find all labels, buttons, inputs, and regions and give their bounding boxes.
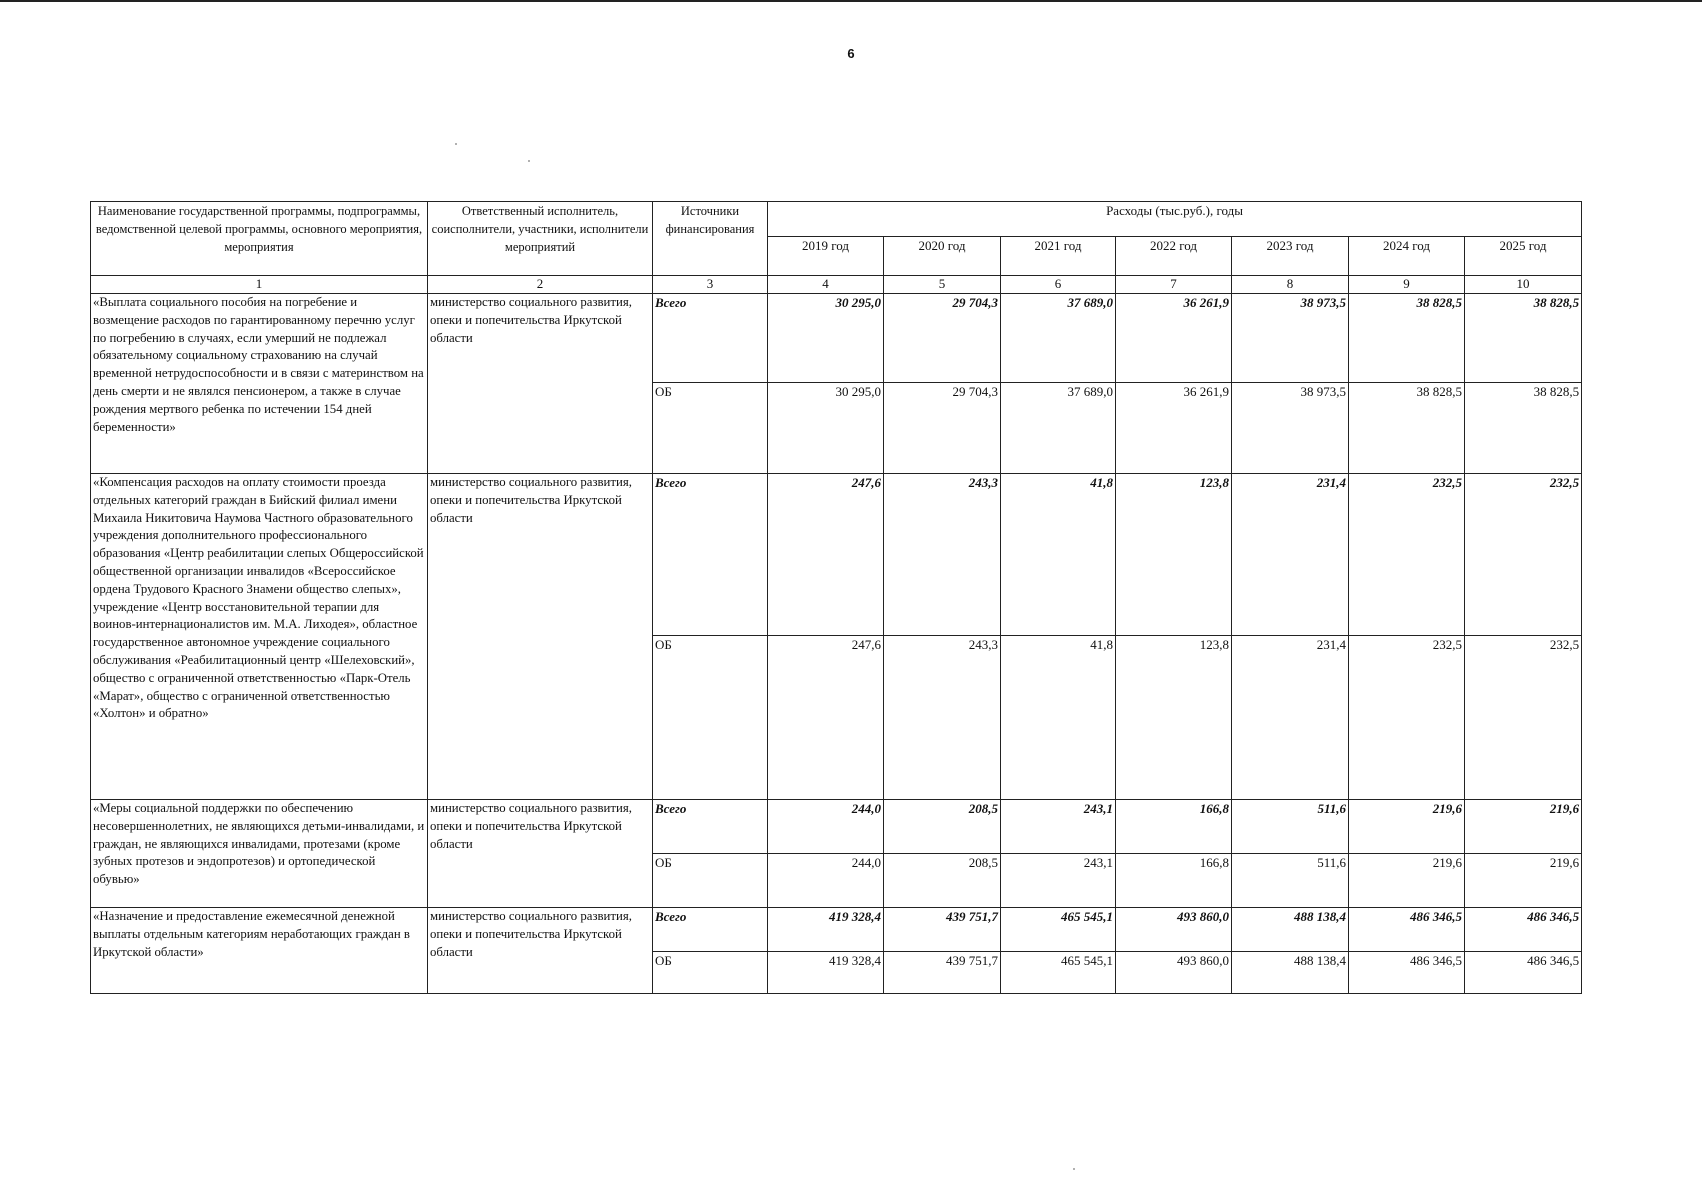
- total-value: 247,6: [768, 474, 884, 636]
- header-year: 2024 год: [1349, 237, 1465, 276]
- total-value: 208,5: [884, 800, 1001, 854]
- total-value: 29 704,3: [884, 294, 1001, 383]
- source-ob-label: ОБ: [653, 383, 768, 474]
- measure-name: «Меры социальной поддержки по обеспечению несовершеннолетних, не являющихся детьми-инвалидами, и граждан, не являющихся инвалидами, протезами (кроме зубных протезов и эндопротезов) и ортопедической обувью»: [91, 800, 428, 908]
- ob-value: 493 860,0: [1116, 952, 1232, 994]
- ob-value: 30 295,0: [768, 383, 884, 474]
- scan-speck: [455, 143, 457, 145]
- total-value: 38 828,5: [1465, 294, 1582, 383]
- column-number: 8: [1232, 276, 1349, 294]
- column-number: 2: [428, 276, 653, 294]
- column-number: 1: [91, 276, 428, 294]
- ob-value: 232,5: [1465, 636, 1582, 800]
- total-value: 36 261,9: [1116, 294, 1232, 383]
- ob-value: 38 828,5: [1465, 383, 1582, 474]
- source-ob-label: ОБ: [653, 636, 768, 800]
- ob-value: 511,6: [1232, 854, 1349, 908]
- ob-value: 419 328,4: [768, 952, 884, 994]
- total-value: 219,6: [1465, 800, 1582, 854]
- total-value: 439 751,7: [884, 908, 1001, 952]
- total-value: 419 328,4: [768, 908, 884, 952]
- ob-value: 37 689,0: [1001, 383, 1116, 474]
- header-year: 2025 год: [1465, 237, 1582, 276]
- responsible-executor: министерство социального развития, опеки и попечительства Иркутской области: [428, 908, 653, 994]
- header-expenses: Расходы (тыс.руб.), годы: [768, 202, 1582, 237]
- header-year: 2020 год: [884, 237, 1001, 276]
- total-value: 38 828,5: [1349, 294, 1465, 383]
- ob-value: 439 751,7: [884, 952, 1001, 994]
- ob-value: 166,8: [1116, 854, 1232, 908]
- ob-value: 486 346,5: [1349, 952, 1465, 994]
- responsible-executor: министерство социального развития, опеки и попечительства Иркутской области: [428, 800, 653, 908]
- total-value: 243,1: [1001, 800, 1116, 854]
- table-row-total: [91, 800, 1582, 854]
- ob-value: 247,6: [768, 636, 884, 800]
- ob-value: 231,4: [1232, 636, 1349, 800]
- measure-name: «Назначение и предоставление ежемесячной денежной выплаты отдельным категориям неработающих граждан в Иркутской области»: [91, 908, 428, 994]
- total-value: 30 295,0: [768, 294, 884, 383]
- header-year: 2021 год: [1001, 237, 1116, 276]
- header-name: Наименование государственной программы, подпрограммы, ведомственной целевой программы, основного мероприятия, мероприятия: [91, 202, 428, 276]
- total-value: 41,8: [1001, 474, 1116, 636]
- header-year: 2019 год: [768, 237, 884, 276]
- source-ob-label: ОБ: [653, 854, 768, 908]
- ob-value: 29 704,3: [884, 383, 1001, 474]
- source-total-label: Всего: [653, 474, 768, 636]
- column-number: 6: [1001, 276, 1116, 294]
- total-value: 166,8: [1116, 800, 1232, 854]
- table-row-total: [91, 474, 1582, 636]
- total-value: 219,6: [1349, 800, 1465, 854]
- ob-value: 219,6: [1349, 854, 1465, 908]
- column-number: 5: [884, 276, 1001, 294]
- ob-value: 38 973,5: [1232, 383, 1349, 474]
- total-value: 493 860,0: [1116, 908, 1232, 952]
- total-value: 123,8: [1116, 474, 1232, 636]
- ob-value: 41,8: [1001, 636, 1116, 800]
- table-row-total: [91, 294, 1582, 383]
- total-value: 244,0: [768, 800, 884, 854]
- column-number: 3: [653, 276, 768, 294]
- column-number: 4: [768, 276, 884, 294]
- header-year: 2023 год: [1232, 237, 1349, 276]
- page-number: 6: [847, 46, 855, 61]
- budget-table: [90, 201, 1582, 994]
- total-value: 232,5: [1465, 474, 1582, 636]
- total-value: 37 689,0: [1001, 294, 1116, 383]
- total-value: 231,4: [1232, 474, 1349, 636]
- ob-value: 219,6: [1465, 854, 1582, 908]
- measure-name: «Компенсация расходов на оплату стоимости проезда отдельных категорий граждан в Бийский филиал имени Михаила Никитовича Наумова Частного образовательного учреждения дополнительного профессионального образования «Центр реабилитации слепых Общероссийской общественной организации инвалидов «Всероссийское ордена Трудового Красного Знамени общество слепых», учреждение «Центр восстановительной терапии для воинов-интернационалистов им. М.А. Лиходея», областное государственное автономное учреждение социального обслуживания «Реабилитационный центр «Шелеховский», общество с ограниченной ответственностью «Парк-Отель «Марат», общество с ограниченной ответственностью «Холтон» и обратно»: [91, 474, 428, 800]
- ob-value: 243,3: [884, 636, 1001, 800]
- source-total-label: Всего: [653, 800, 768, 854]
- measure-name: «Выплата социального пособия на погребение и возмещение расходов по гарантированному перечню услуг по погребению в случаях, если умерший не подлежал обязательному социальному страхованию на случай временной нетрудоспособности и в связи с материнством на день смерти и не являлся пенсионером, а также в случае рождения мертвого ребенка по истечении 154 дней беременности»: [91, 294, 428, 474]
- ob-value: 488 138,4: [1232, 952, 1349, 994]
- ob-value: 232,5: [1349, 636, 1465, 800]
- total-value: 465 545,1: [1001, 908, 1116, 952]
- source-ob-label: ОБ: [653, 952, 768, 994]
- ob-value: 123,8: [1116, 636, 1232, 800]
- column-number: 10: [1465, 276, 1582, 294]
- header-year: 2022 год: [1116, 237, 1232, 276]
- ob-value: 36 261,9: [1116, 383, 1232, 474]
- source-total-label: Всего: [653, 294, 768, 383]
- responsible-executor: министерство социального развития, опеки и попечительства Иркутской области: [428, 474, 653, 800]
- ob-value: 38 828,5: [1349, 383, 1465, 474]
- total-value: 488 138,4: [1232, 908, 1349, 952]
- column-number-row: [91, 276, 1582, 294]
- column-number: 9: [1349, 276, 1465, 294]
- total-value: 232,5: [1349, 474, 1465, 636]
- table-row-total: [91, 908, 1582, 952]
- total-value: 486 346,5: [1349, 908, 1465, 952]
- total-value: 243,3: [884, 474, 1001, 636]
- total-value: 486 346,5: [1465, 908, 1582, 952]
- source-total-label: Всего: [653, 908, 768, 952]
- column-number: 7: [1116, 276, 1232, 294]
- scan-speck: [1073, 1168, 1075, 1170]
- scan-top-edge: [0, 0, 1702, 2]
- scan-speck: [528, 160, 530, 162]
- ob-value: 465 545,1: [1001, 952, 1116, 994]
- header-row: [91, 202, 1582, 237]
- header-executor: Ответственный исполнитель, соисполнители, участники, исполнители мероприятий: [428, 202, 653, 276]
- total-value: 38 973,5: [1232, 294, 1349, 383]
- header-sources: Источники финансирования: [653, 202, 768, 276]
- ob-value: 208,5: [884, 854, 1001, 908]
- ob-value: 244,0: [768, 854, 884, 908]
- ob-value: 486 346,5: [1465, 952, 1582, 994]
- responsible-executor: министерство социального развития, опеки и попечительства Иркутской области: [428, 294, 653, 474]
- ob-value: 243,1: [1001, 854, 1116, 908]
- total-value: 511,6: [1232, 800, 1349, 854]
